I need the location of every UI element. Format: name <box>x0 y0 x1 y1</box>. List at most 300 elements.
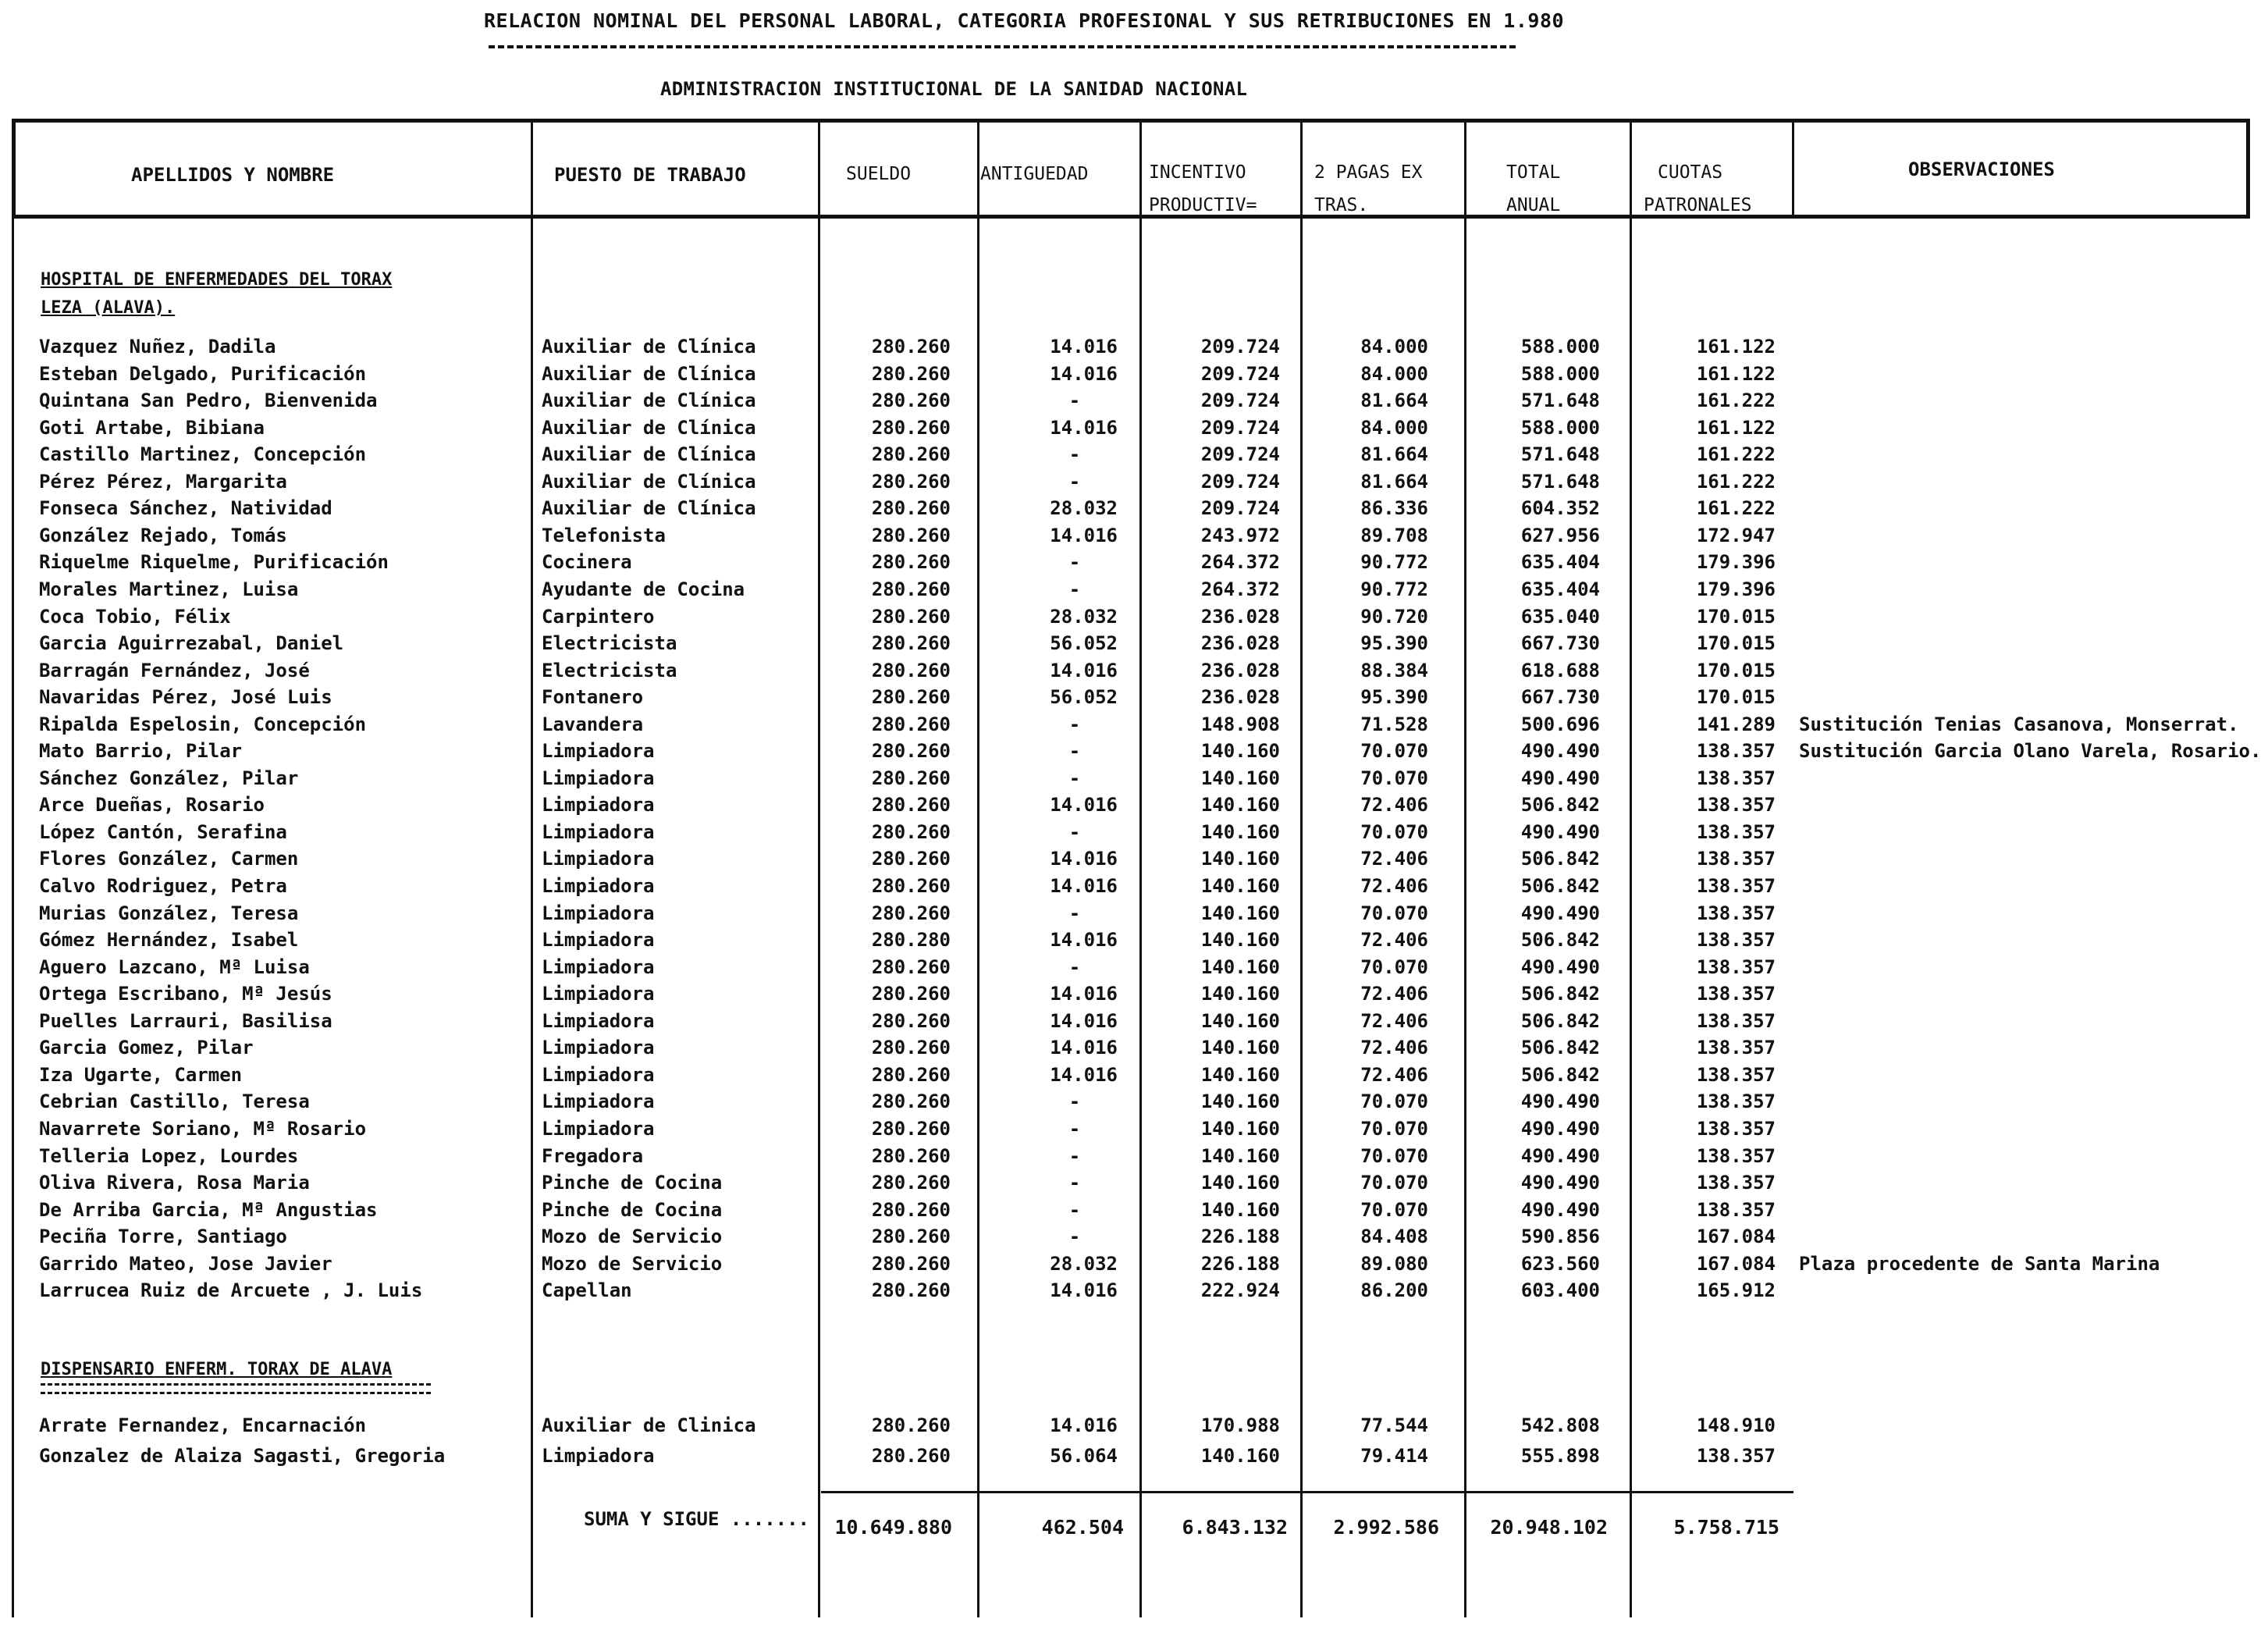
header-pagas-2: TRAS. <box>1314 195 1369 215</box>
pagas-value: 72.406 <box>1360 794 1428 817</box>
pagas-value: 70.070 <box>1360 767 1428 789</box>
incentivo-value: 140.160 <box>1200 1445 1280 1467</box>
antiguedad-value: 28.032 <box>1050 497 1118 520</box>
incentivo-value: 140.160 <box>1200 820 1280 843</box>
title-underline <box>489 45 1516 53</box>
table-row <box>0 390 2268 415</box>
staff-name: Ortega Escribano, Mª Jesús <box>39 983 332 1005</box>
job-title: Limpiadora <box>542 848 655 870</box>
job-title: Mozo de Servicio <box>542 1226 723 1248</box>
staff-name: Garrido Mateo, Jose Javier <box>39 1252 332 1275</box>
observacion-text: Sustitución Tenias Casanova, Monserrat. <box>1799 713 2239 735</box>
total-anual-value: 490.490 <box>1520 820 1600 843</box>
header-antiguedad: ANTIGUEDAD <box>980 164 1089 184</box>
pagas-value: 70.070 <box>1360 820 1428 843</box>
table-row <box>0 1199 2268 1224</box>
antiguedad-value: - <box>1068 1226 1081 1248</box>
pagas-value: 72.406 <box>1360 983 1428 1005</box>
incentivo-value: 140.160 <box>1200 1144 1280 1167</box>
incentivo-value: 264.372 <box>1200 578 1280 600</box>
table-row <box>0 902 2268 927</box>
staff-name: Puelles Larrauri, Basilisa <box>39 1009 332 1032</box>
header-divider <box>818 119 820 219</box>
sueldo-value: 280.260 <box>871 1414 951 1436</box>
staff-name: Garcia Aguirrezabal, Daniel <box>39 632 344 655</box>
observacion-text: Plaza procedente de Santa Marina <box>1799 1252 2160 1275</box>
job-title: Limpiadora <box>542 820 655 843</box>
pagas-value: 72.406 <box>1360 1037 1428 1059</box>
antiguedad-value: 28.032 <box>1050 1252 1118 1275</box>
total-anual-value: 588.000 <box>1520 416 1600 439</box>
staff-name: Mato Barrio, Pilar <box>39 740 243 763</box>
section-hospital-title: HOSPITAL DE ENFERMEDADES DEL TORAX <box>41 270 393 290</box>
header-divider <box>531 119 533 219</box>
incentivo-value: 140.160 <box>1200 902 1280 924</box>
antiguedad-value: - <box>1068 551 1081 574</box>
pagas-value: 88.384 <box>1360 659 1428 681</box>
incentivo-value: 222.924 <box>1200 1279 1280 1302</box>
table-row <box>0 1279 2268 1304</box>
table-row <box>0 363 2268 388</box>
job-title: Limpiadora <box>542 740 655 763</box>
incentivo-value: 243.972 <box>1200 524 1280 546</box>
staff-name: Pérez Pérez, Margarita <box>39 470 287 493</box>
sueldo-value: 280.260 <box>871 713 951 735</box>
cuotas-value: 138.357 <box>1696 955 1776 978</box>
sueldo-value: 280.260 <box>871 1091 951 1113</box>
job-title: Fregadora <box>542 1144 644 1167</box>
incentivo-value: 209.724 <box>1200 390 1280 412</box>
pagas-value: 70.070 <box>1360 1172 1428 1194</box>
cuotas-value: 172.947 <box>1696 524 1776 546</box>
total-anual-value: 490.490 <box>1520 1172 1600 1194</box>
job-title: Pinche de Cocina <box>542 1198 723 1221</box>
sueldo-value: 280.260 <box>871 470 951 493</box>
table-row <box>0 821 2268 846</box>
incentivo-value: 140.160 <box>1200 955 1280 978</box>
staff-name: Peciña Torre, Santiago <box>39 1226 287 1248</box>
total-anual-value: 506.842 <box>1520 1009 1600 1032</box>
job-title: Electricista <box>542 632 677 655</box>
staff-name: Goti Artabe, Bibiana <box>39 416 265 439</box>
staff-name: Calvo Rodriguez, Petra <box>39 875 287 897</box>
total-anual-value: 571.648 <box>1520 443 1600 466</box>
antiguedad-value: - <box>1068 1198 1081 1221</box>
pagas-value: 70.070 <box>1360 955 1428 978</box>
sueldo-value: 280.260 <box>871 955 951 978</box>
sueldo-value: 280.260 <box>871 875 951 897</box>
staff-name: Larrucea Ruiz de Arcuete , J. Luis <box>39 1279 423 1302</box>
cuotas-value: 138.357 <box>1696 929 1776 952</box>
antiguedad-value: - <box>1068 443 1081 466</box>
staff-name: Castillo Martinez, Concepción <box>39 443 367 466</box>
antiguedad-value: - <box>1068 713 1081 735</box>
pagas-value: 95.390 <box>1360 632 1428 655</box>
table-row <box>0 713 2268 738</box>
table-row <box>0 740 2268 765</box>
staff-name: Murias González, Teresa <box>39 902 299 924</box>
total-anual-value: 542.808 <box>1520 1414 1600 1436</box>
antiguedad-value: - <box>1068 767 1081 789</box>
cuotas-value: 138.357 <box>1696 983 1776 1005</box>
header-divider <box>1139 119 1142 219</box>
table-row <box>0 956 2268 981</box>
total-anual-value: 500.696 <box>1520 713 1600 735</box>
job-title: Limpiadora <box>542 1009 655 1032</box>
cuotas-value: 138.357 <box>1696 1117 1776 1140</box>
antiguedad-value: 14.016 <box>1050 1009 1118 1032</box>
incentivo-value: 226.188 <box>1200 1226 1280 1248</box>
total-anual-value: 506.842 <box>1520 848 1600 870</box>
job-title: Fontanero <box>542 686 644 709</box>
job-title: Limpiadora <box>542 875 655 897</box>
sueldo-value: 280.260 <box>871 497 951 520</box>
table-row <box>0 1064 2268 1089</box>
pagas-value: 72.406 <box>1360 1009 1428 1032</box>
total-anual-value: 490.490 <box>1520 1198 1600 1221</box>
total-anual-value: 667.730 <box>1520 686 1600 709</box>
antiguedad-value: 14.016 <box>1050 875 1118 897</box>
antiguedad-value: 14.016 <box>1050 1279 1118 1302</box>
total-anual-value: 588.000 <box>1520 362 1600 385</box>
staff-name: Arce Dueñas, Rosario <box>39 794 265 817</box>
antiguedad-value: 14.016 <box>1050 929 1118 952</box>
section-double-rule <box>41 1383 431 1394</box>
antiguedad-value: - <box>1068 1091 1081 1113</box>
cuotas-value: 138.357 <box>1696 1009 1776 1032</box>
sueldo-value: 280.260 <box>871 336 951 358</box>
cuotas-value: 138.357 <box>1696 820 1776 843</box>
cuotas-value: 138.357 <box>1696 1144 1776 1167</box>
pagas-value: 70.070 <box>1360 902 1428 924</box>
total-anual-value: 490.490 <box>1520 955 1600 978</box>
total-pagas: 2.992.586 <box>1333 1516 1439 1539</box>
table-row <box>0 767 2268 792</box>
sueldo-value: 280.260 <box>871 1037 951 1059</box>
cuotas-value: 138.357 <box>1696 848 1776 870</box>
cuotas-value: 165.912 <box>1696 1279 1776 1302</box>
header-pagas: 2 PAGAS EX <box>1314 162 1423 183</box>
header-sueldo: SUELDO <box>846 164 912 184</box>
table-row <box>0 551 2268 576</box>
total-cuotas: 5.758.715 <box>1673 1516 1779 1539</box>
staff-name: Sánchez González, Pilar <box>39 767 299 789</box>
sueldo-value: 280.260 <box>871 416 951 439</box>
job-title: Limpiadora <box>542 902 655 924</box>
table-row <box>0 336 2268 361</box>
staff-name: Quintana San Pedro, Bienvenida <box>39 390 378 412</box>
table-row <box>0 471 2268 496</box>
incentivo-value: 226.188 <box>1200 1252 1280 1275</box>
staff-name: De Arriba Garcia, Mª Angustias <box>39 1198 378 1221</box>
job-title: Limpiadora <box>542 929 655 952</box>
incentivo-value: 140.160 <box>1200 848 1280 870</box>
incentivo-value: 209.724 <box>1200 362 1280 385</box>
header-divider <box>1300 119 1303 219</box>
incentivo-value: 140.160 <box>1200 1091 1280 1113</box>
total-anual-value: 506.842 <box>1520 1063 1600 1086</box>
totals-label: SUMA Y SIGUE ....... <box>584 1508 809 1530</box>
table-row <box>0 983 2268 1008</box>
sueldo-value: 280.260 <box>871 551 951 574</box>
antiguedad-value: - <box>1068 955 1081 978</box>
incentivo-value: 140.160 <box>1200 1063 1280 1086</box>
pagas-value: 90.772 <box>1360 578 1428 600</box>
cuotas-value: 138.357 <box>1696 1198 1776 1221</box>
pagas-value: 70.070 <box>1360 1091 1428 1113</box>
cuotas-value: 161.122 <box>1696 362 1776 385</box>
total-anual-value: 490.490 <box>1520 1144 1600 1167</box>
antiguedad-value: 56.064 <box>1050 1445 1118 1467</box>
sueldo-value: 280.280 <box>871 929 951 952</box>
job-title: Auxiliar de Clínica <box>542 390 756 412</box>
pagas-value: 81.664 <box>1360 443 1428 466</box>
incentivo-value: 140.160 <box>1200 1009 1280 1032</box>
incentivo-value: 140.160 <box>1200 767 1280 789</box>
sueldo-value: 280.260 <box>871 902 951 924</box>
job-title: Auxiliar de Clínica <box>542 470 756 493</box>
cuotas-value: 138.357 <box>1696 902 1776 924</box>
table-row <box>0 794 2268 819</box>
job-title: Electricista <box>542 659 677 681</box>
job-title: Limpiadora <box>542 794 655 817</box>
pagas-value: 72.406 <box>1360 848 1428 870</box>
table-row <box>0 875 2268 900</box>
sueldo-value: 280.260 <box>871 578 951 600</box>
staff-name: Ripalda Espelosin, Concepción <box>39 713 367 735</box>
total-antiguedad: 462.504 <box>1041 1516 1124 1539</box>
incentivo-value: 140.160 <box>1200 1172 1280 1194</box>
total-anual-value: 506.842 <box>1520 875 1600 897</box>
job-title: Auxiliar de Clínica <box>542 336 756 358</box>
table-row <box>0 525 2268 550</box>
header-total-2: ANUAL <box>1506 195 1561 215</box>
antiguedad-value: 14.016 <box>1050 659 1118 681</box>
job-title: Limpiadora <box>542 1091 655 1113</box>
cuotas-value: 161.122 <box>1696 416 1776 439</box>
table-row <box>0 443 2268 468</box>
total-anual-value: 635.404 <box>1520 551 1600 574</box>
table-row <box>0 686 2268 711</box>
sueldo-value: 280.260 <box>871 820 951 843</box>
total-anual-value: 555.898 <box>1520 1445 1600 1467</box>
table-row <box>0 660 2268 685</box>
table-row <box>0 929 2268 954</box>
total-anual: 20.948.102 <box>1490 1516 1608 1539</box>
job-title: Limpiadora <box>542 1037 655 1059</box>
total-anual-value: 635.040 <box>1520 605 1600 628</box>
incentivo-value: 140.160 <box>1200 875 1280 897</box>
job-title: Auxiliar de Clínica <box>542 416 756 439</box>
sueldo-value: 280.260 <box>871 390 951 412</box>
job-title: Limpiadora <box>542 955 655 978</box>
total-anual-value: 506.842 <box>1520 929 1600 952</box>
total-anual-value: 490.490 <box>1520 1091 1600 1113</box>
incentivo-value: 140.160 <box>1200 983 1280 1005</box>
sueldo-value: 280.260 <box>871 443 951 466</box>
antiguedad-value: 14.016 <box>1050 1037 1118 1059</box>
pagas-value: 90.720 <box>1360 605 1428 628</box>
cuotas-value: 167.084 <box>1696 1252 1776 1275</box>
sueldo-value: 280.260 <box>871 605 951 628</box>
total-anual-value: 506.842 <box>1520 794 1600 817</box>
antiguedad-value: 14.016 <box>1050 362 1118 385</box>
incentivo-value: 209.724 <box>1200 336 1280 358</box>
sueldo-value: 280.260 <box>871 767 951 789</box>
antiguedad-value: - <box>1068 902 1081 924</box>
cuotas-value: 161.222 <box>1696 443 1776 466</box>
observacion-text: Sustitución Garcia Olano Varela, Rosario. <box>1799 740 2262 763</box>
antiguedad-value: - <box>1068 1117 1081 1140</box>
antiguedad-value: 14.016 <box>1050 524 1118 546</box>
staff-name: Coca Tobio, Félix <box>39 605 231 628</box>
pagas-value: 79.414 <box>1360 1445 1428 1467</box>
antiguedad-value: 14.016 <box>1050 1063 1118 1086</box>
table-row <box>0 1145 2268 1170</box>
table-row <box>0 1414 2268 1439</box>
antiguedad-value: 28.032 <box>1050 605 1118 628</box>
staff-name: Telleria Lopez, Lourdes <box>39 1144 299 1167</box>
job-title: Lavandera <box>542 713 644 735</box>
job-title: Ayudante de Cocina <box>542 578 745 600</box>
total-anual-value: 618.688 <box>1520 659 1600 681</box>
pagas-value: 90.772 <box>1360 551 1428 574</box>
job-title: Cocinera <box>542 551 632 574</box>
document-subtitle: ADMINISTRACION INSTITUCIONAL DE LA SANIDAD NACIONAL <box>660 78 1248 100</box>
total-anual-value: 571.648 <box>1520 390 1600 412</box>
job-title: Telefonista <box>542 524 666 546</box>
antiguedad-value: - <box>1068 578 1081 600</box>
incentivo-value: 140.160 <box>1200 794 1280 817</box>
job-title: Auxiliar de Clinica <box>542 1414 756 1436</box>
staff-name: Morales Martinez, Luisa <box>39 578 299 600</box>
antiguedad-value: - <box>1068 1172 1081 1194</box>
total-anual-value: 627.956 <box>1520 524 1600 546</box>
incentivo-value: 140.160 <box>1200 1117 1280 1140</box>
table-row <box>0 1445 2268 1470</box>
pagas-value: 89.708 <box>1360 524 1428 546</box>
cuotas-value: 138.357 <box>1696 1091 1776 1113</box>
incentivo-value: 209.724 <box>1200 443 1280 466</box>
antiguedad-value: 56.052 <box>1050 686 1118 709</box>
header-divider <box>977 119 979 219</box>
staff-name: Gonzalez de Alaiza Sagasti, Gregoria <box>39 1445 446 1467</box>
antiguedad-value: - <box>1068 470 1081 493</box>
incentivo-value: 140.160 <box>1200 929 1280 952</box>
staff-name: Esteban Delgado, Purificación <box>39 362 367 385</box>
total-incentivo: 6.843.132 <box>1182 1516 1288 1539</box>
pagas-value: 72.406 <box>1360 875 1428 897</box>
antiguedad-value: 14.016 <box>1050 1414 1118 1436</box>
incentivo-value: 209.724 <box>1200 470 1280 493</box>
sueldo-value: 280.260 <box>871 1009 951 1032</box>
header-divider <box>1792 119 1794 219</box>
staff-name: Barragán Fernández, José <box>39 659 310 681</box>
job-title: Auxiliar de Clínica <box>542 443 756 466</box>
header-divider <box>1630 119 1632 219</box>
sueldo-value: 280.260 <box>871 983 951 1005</box>
incentivo-value: 140.160 <box>1200 1198 1280 1221</box>
sueldo-value: 280.260 <box>871 1445 951 1467</box>
cuotas-value: 141.289 <box>1696 713 1776 735</box>
antiguedad-value: - <box>1068 740 1081 763</box>
staff-name: Aguero Lazcano, Mª Luisa <box>39 955 310 978</box>
antiguedad-value: - <box>1068 1144 1081 1167</box>
header-incentivo: INCENTIVO <box>1149 162 1246 183</box>
cuotas-value: 138.357 <box>1696 1172 1776 1194</box>
table-row <box>0 1253 2268 1278</box>
job-title: Mozo de Servicio <box>542 1252 723 1275</box>
document-title: RELACION NOMINAL DEL PERSONAL LABORAL, CATEGORIA PROFESIONAL Y SUS RETRIBUCIONES EN 1.980 <box>484 9 1565 32</box>
pagas-value: 89.080 <box>1360 1252 1428 1275</box>
header-divider <box>1464 119 1466 219</box>
staff-name: Garcia Gomez, Pilar <box>39 1037 254 1059</box>
total-anual-value: 588.000 <box>1520 336 1600 358</box>
sueldo-value: 280.260 <box>871 1226 951 1248</box>
incentivo-value: 209.724 <box>1200 416 1280 439</box>
staff-name: Flores González, Carmen <box>39 848 299 870</box>
pagas-value: 70.070 <box>1360 1198 1428 1221</box>
sueldo-value: 280.260 <box>871 1172 951 1194</box>
incentivo-value: 236.028 <box>1200 605 1280 628</box>
sueldo-value: 280.260 <box>871 1063 951 1086</box>
sueldo-value: 280.260 <box>871 686 951 709</box>
total-anual-value: 490.490 <box>1520 767 1600 789</box>
cuotas-value: 161.222 <box>1696 497 1776 520</box>
incentivo-value: 140.160 <box>1200 1037 1280 1059</box>
sueldo-value: 280.260 <box>871 362 951 385</box>
total-anual-value: 590.856 <box>1520 1226 1600 1248</box>
job-title: Limpiadora <box>542 1445 655 1467</box>
section-hospital-subtitle: LEZA (ALAVA). <box>41 298 176 318</box>
pagas-value: 77.544 <box>1360 1414 1428 1436</box>
table-row <box>0 578 2268 603</box>
header-total: TOTAL <box>1506 162 1561 183</box>
staff-name: Riquelme Riquelme, Purificación <box>39 551 389 574</box>
job-title: Auxiliar de Clínica <box>542 497 756 520</box>
cuotas-value: 138.357 <box>1696 767 1776 789</box>
pagas-value: 86.336 <box>1360 497 1428 520</box>
total-anual-value: 603.400 <box>1520 1279 1600 1302</box>
header-incentivo-2: PRODUCTIV= <box>1149 195 1257 215</box>
antiguedad-value: 14.016 <box>1050 336 1118 358</box>
incentivo-value: 236.028 <box>1200 632 1280 655</box>
sueldo-value: 280.260 <box>871 848 951 870</box>
antiguedad-value: 56.052 <box>1050 632 1118 655</box>
pagas-value: 70.070 <box>1360 1117 1428 1140</box>
table-row <box>0 606 2268 631</box>
antiguedad-value: - <box>1068 390 1081 412</box>
cuotas-value: 179.396 <box>1696 578 1776 600</box>
cuotas-value: 179.396 <box>1696 551 1776 574</box>
table-row <box>0 1118 2268 1143</box>
pagas-value: 81.664 <box>1360 390 1428 412</box>
total-anual-value: 604.352 <box>1520 497 1600 520</box>
pagas-value: 72.406 <box>1360 929 1428 952</box>
pagas-value: 84.000 <box>1360 362 1428 385</box>
table-row <box>0 1037 2268 1062</box>
total-anual-value: 623.560 <box>1520 1252 1600 1275</box>
cuotas-value: 161.122 <box>1696 336 1776 358</box>
section-dispensario-title: DISPENSARIO ENFERM. TORAX DE ALAVA <box>41 1360 393 1379</box>
cuotas-value: 161.222 <box>1696 390 1776 412</box>
sueldo-value: 280.260 <box>871 794 951 817</box>
incentivo-value: 264.372 <box>1200 551 1280 574</box>
pagas-value: 95.390 <box>1360 686 1428 709</box>
pagas-value: 81.664 <box>1360 470 1428 493</box>
table-row <box>0 1226 2268 1251</box>
pagas-value: 71.528 <box>1360 713 1428 735</box>
